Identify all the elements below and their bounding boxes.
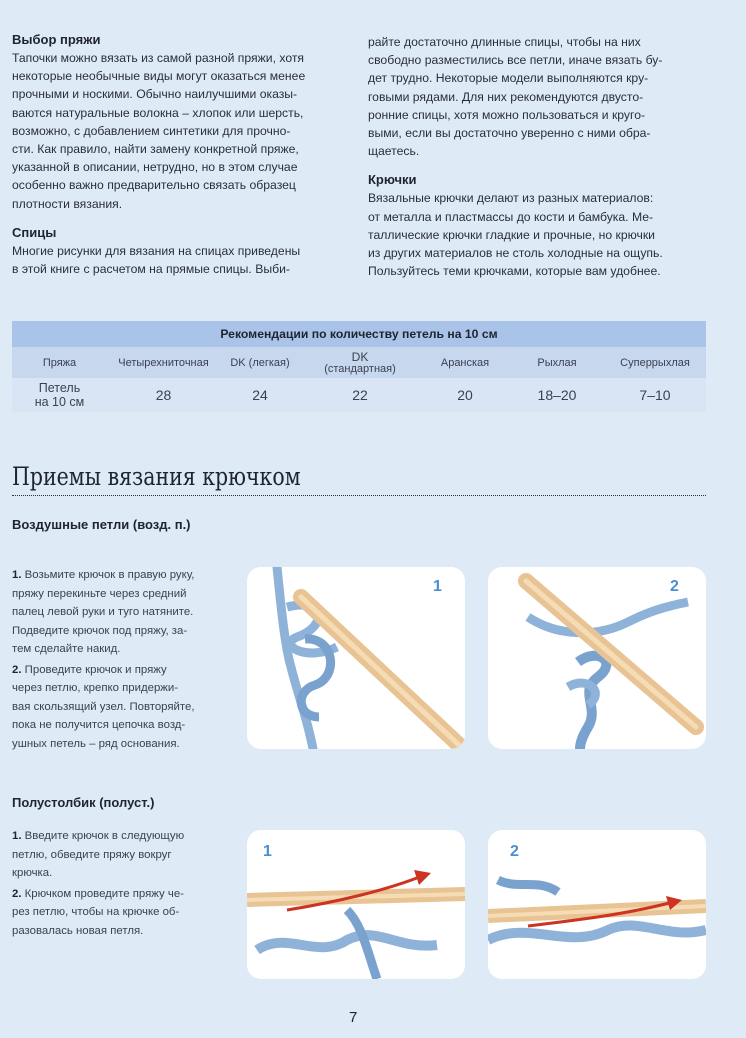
- needles-line: выми, если вы достаточно уверенно с ними обра-: [368, 126, 651, 141]
- step-line: пока не получится цепочка возд-: [12, 719, 186, 731]
- yarn-line: некоторые необычные виды могут оказаться менее: [12, 69, 306, 84]
- table-header-cell: Суперрыхлая: [604, 347, 706, 378]
- table-cell: 20: [420, 378, 510, 412]
- yarn-heading: Выбор пряжи: [12, 32, 101, 47]
- step-line: Крючком проведите пряжу че-: [24, 887, 184, 900]
- needles-heading: Спицы: [12, 224, 57, 240]
- table-row-label: [12, 378, 107, 412]
- step-line: рез петлю, чтобы на крючке об-: [12, 906, 180, 918]
- needles-line: Многие рисунки для вязания на спицах приведены: [12, 243, 301, 258]
- chain-illustration-1: [247, 567, 465, 749]
- needles-line: говыми рядами. Для них рекомендуются двусто-: [368, 89, 644, 104]
- table-header-cell: DK (легкая): [220, 347, 300, 378]
- table-title: Рекомендации по количеству петель на 10 см: [12, 321, 706, 347]
- step-line: разовалась новая петля.: [12, 924, 144, 937]
- hooks-line: от металла и пластмассы до кости и бамбука. Ме-: [368, 209, 654, 224]
- slip-stitch-heading: Полустолбик (полуст.): [12, 795, 155, 810]
- table-header-cell: Четырехниточная: [107, 347, 220, 378]
- panel-number: 1: [263, 843, 272, 860]
- hooks-line: таллические крючки гладкие и прочные, но крючки: [368, 227, 655, 242]
- row-label-line2: на 10 см: [34, 395, 85, 409]
- hooks-heading: Крючки: [368, 172, 417, 188]
- table-cell: 7–10: [604, 378, 706, 412]
- step-line: пряжу перекиньте через средний: [12, 587, 187, 600]
- needles-line: ронние спицы, хотя можно пользоваться и круго-: [368, 107, 646, 122]
- panel-number: 2: [670, 578, 679, 595]
- slip-steps: [12, 827, 232, 942]
- yarn-line: прочными и носкими. Обычно наилучшими оказы-: [12, 87, 298, 102]
- step-number: 1.: [12, 830, 22, 842]
- yarn-line: возможно, с добавлением синтетики для прочно-: [12, 123, 291, 138]
- step-line: петлю, обведите пряжу вокруг: [12, 848, 172, 861]
- section-title: Приемы вязания крючком: [12, 462, 301, 491]
- slip-illustration-1-drawing: [247, 830, 465, 979]
- yarn-line: Тапочки можно вязать из самой разной пряжи, хотя: [12, 51, 305, 65]
- slip-step-1: [12, 827, 232, 883]
- slip-illustration-1: [247, 830, 465, 979]
- gauge-table: [12, 321, 706, 412]
- hooks-line: из других материалов не столь холодные на ощупь.: [368, 246, 663, 261]
- table-header-dk-line1: DK: [351, 349, 369, 364]
- step-number: 2.: [12, 887, 22, 900]
- table-header-cell: Пряжа: [12, 347, 107, 378]
- step-number: 1.: [12, 569, 22, 581]
- row-label-line1: Петель: [38, 381, 81, 395]
- hooks-line: Вязальные крючки делают из разных материалов:: [368, 191, 654, 206]
- step-line: Проведите крючок и пряжу: [24, 663, 167, 676]
- step-line: крючка.: [12, 867, 53, 879]
- step-line: вая скользящий узел. Повторяйте,: [12, 700, 195, 713]
- step-line: Введите крючок в следующую: [24, 830, 185, 842]
- table-cell: 24: [220, 378, 300, 412]
- step-line: Подведите крючок под пряжу, за-: [12, 624, 188, 637]
- step-line: палец левой руки и туго натяните.: [12, 606, 194, 618]
- table-row: [12, 378, 706, 412]
- step-number: 2.: [12, 663, 22, 676]
- table-header-dk-line2: (стандартная): [324, 362, 396, 375]
- page-number: 7: [349, 1009, 358, 1026]
- slip-illustration-2-drawing: [488, 830, 706, 979]
- step-line: тем сделайте накид.: [12, 643, 121, 655]
- needles-line: райте достаточно длинные спицы, чтобы на них: [368, 35, 641, 49]
- step-line: Возьмите крючок в правую руку,: [24, 569, 195, 581]
- step-line: через петлю, крепко придержи-: [12, 682, 179, 694]
- panel-number: 2: [510, 843, 519, 860]
- yarn-chain: [257, 935, 437, 950]
- panel-number: 1: [433, 578, 442, 595]
- table-header-cell: Аранская: [420, 347, 510, 378]
- slip-illustration-2: [488, 830, 706, 979]
- chain-step-1: [12, 566, 232, 659]
- left-column: [12, 31, 352, 278]
- table-header-row: [12, 347, 706, 378]
- table-header-cell: [300, 347, 420, 378]
- yarn-chain: [488, 925, 706, 940]
- chain-step-2: [12, 661, 232, 754]
- arrow-head: [414, 870, 431, 885]
- step-line: ушных петель – ряд основания.: [12, 737, 180, 750]
- yarn-line: ваются натуральные волокна – хлопок или шерсть,: [12, 105, 304, 120]
- yarn-strand: [347, 910, 377, 979]
- slip-step-2: [12, 885, 232, 941]
- table-cell: 18–20: [510, 378, 604, 412]
- table-header-cell: Рыхлая: [510, 347, 604, 378]
- yarn-line: сти. Как правило, найти замену конкретной пряже,: [12, 142, 299, 157]
- chain-steps: [12, 566, 232, 755]
- table-cell: 22: [300, 378, 420, 412]
- section-divider: [12, 495, 706, 496]
- needles-line: дет трудно. Некоторые модели выполняются кру-: [368, 71, 649, 86]
- yarn-strand: [498, 880, 558, 892]
- chain-illustration-2: [488, 567, 706, 749]
- yarn-line: плотности вязания.: [12, 196, 123, 211]
- right-column: [368, 33, 713, 280]
- yarn-loop: [568, 683, 595, 705]
- yarn-line: указанной в описании, нетрудно, но в этом случае: [12, 160, 298, 175]
- needles-line: в этой книге с расчетом на прямые спицы. Выби-: [12, 262, 290, 277]
- yarn-line: особенно важно предварительно связать образец: [12, 178, 296, 193]
- needles-line: щаетесь.: [368, 144, 420, 159]
- table-cell: 28: [107, 378, 220, 412]
- hooks-line: Пользуйтесь теми крючками, которые вам удобнее.: [368, 264, 661, 279]
- chain-stitch-heading: Воздушные петли (возд. п.): [12, 517, 191, 532]
- needles-line: свободно разместились все петли, иначе вязать бу-: [368, 53, 663, 68]
